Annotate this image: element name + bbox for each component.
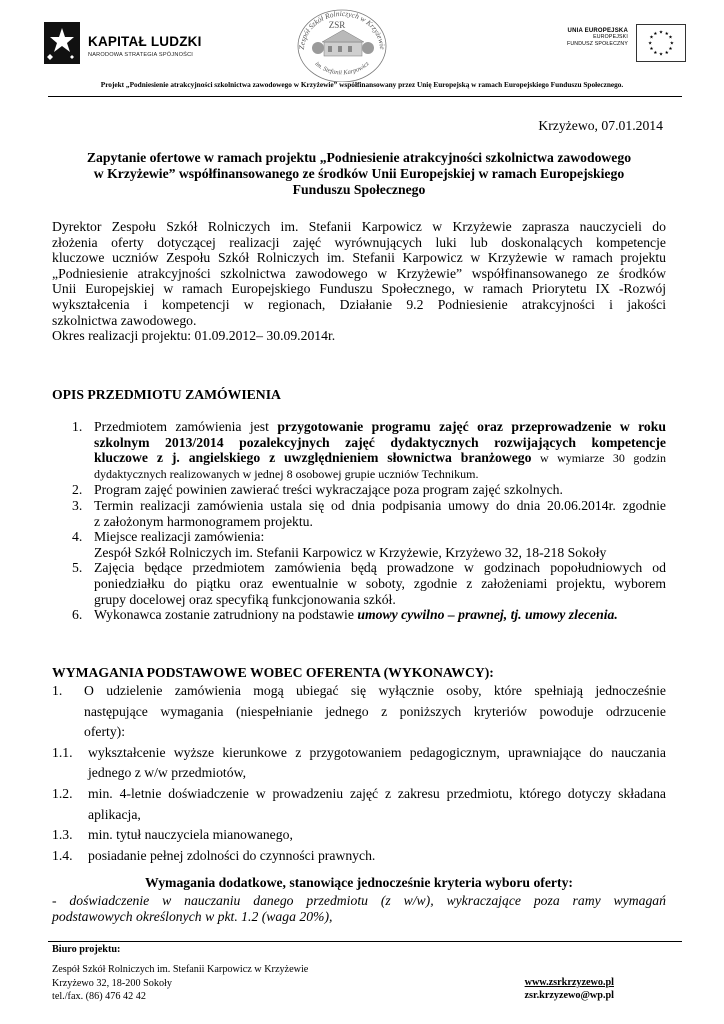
intro-line: szkolnictwa zawodowego.: [52, 312, 197, 328]
intro-line: kluczowe uczniów Zespołu Szkół Rolniczych im. Stefanii Karpowicz w Krzyżewie w ramach projektu: [52, 250, 666, 266]
list-item-small-text: dydaktycznych realizowanych w jednej 8 osobowej grupie uczniów Technikum.: [94, 466, 479, 481]
list-item-number: 5.: [72, 560, 83, 576]
intro-line: złożenia oferty dotyczącej realizacji zajęć wyrównujących luki lub doskonalących kompetencje: [52, 234, 666, 250]
order-description-list: [52, 419, 666, 623]
svg-text:★: ★: [664, 50, 669, 56]
list-item-text: Zespół Szkół Rolniczych im. Stefanii Karpowicz w Krzyżewie, Krzyżewo 32, 18-218 Sokoły: [94, 544, 607, 560]
list-item-line: [94, 607, 666, 623]
svg-text:★: ★: [668, 47, 673, 53]
list-item-text: min. tytuł nauczyciela mianowanego,: [88, 827, 293, 843]
svg-text:★: ★: [653, 50, 658, 56]
list-item: [52, 784, 666, 825]
eu-efs-logo: [556, 24, 686, 68]
list-item-number: 4.: [72, 529, 83, 545]
document-title: [52, 150, 666, 197]
eu-line-1: UNIA EUROPEJSKA: [567, 28, 628, 34]
list-item-text: następujące wymagania (niespełnianie jednego z poniższych kryteriów powoduje odrzucenie: [84, 703, 666, 719]
svg-text:★: ★: [664, 31, 669, 37]
list-item-number: 6.: [72, 607, 83, 623]
svg-text:★: ★: [669, 41, 675, 47]
seal-top-text: Zespół Szkół Rolniczych w Krzyżewie: [296, 8, 388, 50]
list-item-text: z założonym harmonogramem projektu.: [94, 513, 313, 529]
list-item-text: jednego z w/w przedmiotów,: [88, 765, 246, 781]
list-item: [52, 607, 666, 623]
list-item-bold-text: kluczowe z j. angielskiego z uwzględnieniem słownictwa branżowego: [94, 450, 532, 466]
list-item-text: Miejsce realizacji zamówienia:: [94, 529, 265, 545]
list-item-number: 1.4.: [52, 847, 73, 863]
additional-line: podstawowych określonych w pkt. 1.2 (waga 20%),: [52, 908, 333, 924]
svg-text:★: ★: [649, 47, 654, 53]
additional-line: - doświadczenie w nauczaniu danego przedmiotu (z w/w), wykraczające poza ramy wymagań: [52, 893, 666, 908]
list-item-number: 2.: [72, 482, 83, 498]
list-item-bold-text: szkolnym 2013/2014 pozalekcyjnych zajęć dydaktycznych rozwijających kompetencje: [94, 434, 666, 450]
eu-flag-icon: [636, 24, 686, 62]
list-item-bold-text: przygotowanie programu zajęć oraz przeprowadzenie w roku: [277, 419, 667, 434]
list-item: [52, 846, 666, 867]
seal-bottom-text: im. Stefanii Karpowicz: [313, 60, 371, 77]
list-item-number: 1.3.: [52, 827, 73, 843]
list-item: [52, 743, 666, 784]
svg-text:★: ★: [658, 30, 664, 36]
list-item-number: 1.1.: [52, 744, 73, 760]
intro-paragraph: [52, 219, 666, 344]
seal-center-text: ZSR: [328, 20, 346, 30]
page-header: [0, 0, 724, 104]
eu-line-2: EUROPEJSKI: [593, 34, 628, 40]
kapital-ludzki-star-icon: [44, 22, 80, 64]
section-heading-basic-requirements: WYMAGANIA PODSTAWOWE WOBEC OFERENTA (WYKONAWCY):: [52, 665, 494, 680]
page-footer: [52, 943, 614, 1003]
title-line: Zapytanie ofertowe w ramach projektu „Podniesienie atrakcyjności szkolnictwa zawodowego: [86, 150, 632, 165]
list-item-text: Program zajęć powinien zawierać treści wykraczające poza program zajęć szkolnych.: [94, 482, 563, 498]
eu-line-3: FUNDUSZ SPOŁECZNY: [566, 41, 628, 47]
list-item-small-text: w wymiarze 30 godzin: [531, 451, 666, 466]
list-item: [52, 681, 666, 743]
list-item-number: 1.2.: [52, 785, 73, 801]
footer-address-line: Zespół Szkół Rolniczych im. Stefanii Karpowicz w Krzyżewie: [52, 964, 309, 976]
footer-address-line: Krzyżewo 32, 18-200 Sokoły: [52, 977, 172, 989]
additional-requirement-item: [52, 893, 666, 924]
footer-divider: [48, 941, 682, 942]
requirements-list: [52, 681, 666, 866]
eu-logo-text: [567, 28, 628, 48]
section-heading-order-description: OPIS PRZEDMIOTU ZAMÓWIENIA: [52, 387, 281, 402]
intro-line: „Podniesienie atrakcyjności szkolnictwa zawodowego w Krzyżewie” współfinansowanego ze środków: [52, 265, 666, 281]
list-item-text: grupy docelowej oraz specyfiką funkcjonowania szkół.: [94, 591, 396, 607]
list-item-number: 3.: [72, 497, 83, 513]
kapital-ludzki-logo: [44, 22, 219, 70]
kapital-ludzki-title: KAPITAŁ LUDZKI: [88, 34, 202, 49]
list-item-number: 1.: [72, 419, 83, 434]
intro-line: Unii Europejskiej w ramach Europejskiego Funduszu Społecznego, w ramach Priorytetu IX -Rozwój: [52, 281, 666, 297]
header-divider: [48, 96, 682, 97]
list-item-text: wykształcenie wyższe kierunkowe z przygotowaniem pedagogicznym, uprawniające do nauczania: [88, 744, 666, 760]
email-address[interactable]: zsr.krzyzewo@wp.pl: [524, 990, 614, 1002]
website-link[interactable]: www.zsrkrzyzewo.pl: [524, 977, 614, 988]
svg-text:★: ★: [668, 35, 673, 41]
footer-label: Biuro projektu:: [52, 944, 121, 955]
list-item-text: Wykonawca zostanie zatrudniony na podstawie: [94, 607, 358, 623]
list-item-text: O udzielenie zamówienia mogą ubiegać się wyłącznie osoby, które spełniają jednocześnie: [84, 683, 666, 698]
svg-text:im. Stefanii Karpowicz: [313, 60, 371, 76]
footer-phone: tel./fax. (86) 476 42 42: [52, 990, 146, 1002]
svg-text:★: ★: [658, 52, 664, 58]
project-cofinancing-note: Projekt „Podniesienie atrakcyjności szkolnictwa zawodowego w Krzyżewie” współfinansowany przez Unię Europejską w ramach Europejskiego Funduszu Społecznego.: [100, 80, 624, 89]
list-item-text: aplikacja,: [88, 806, 141, 822]
svg-text:★: ★: [653, 31, 658, 37]
project-period: Okres realizacji projektu: 01.09.2012– 30.09.2014r.: [52, 328, 336, 344]
school-seal-emblem: [282, 2, 402, 82]
list-item: [52, 560, 666, 607]
list-item: [52, 419, 666, 482]
list-item-line: [94, 435, 666, 451]
additional-requirements-heading: Wymagania dodatkowe, stanowiące jednocześnie kryteria wyboru oferty:: [145, 875, 573, 890]
list-item: [52, 498, 666, 529]
list-item-text: Przedmiotem zamówienia jest: [94, 419, 278, 434]
list-item-text: min. 4-letnie doświadczenie w prowadzeniu zajęć z zakresu przedmiotu, którego dotyczy składana: [88, 785, 666, 801]
kapital-ludzki-subtitle: NARODOWA STRATEGIA SPÓJNOŚCI: [88, 52, 194, 58]
list-item-emphasis: umowy cywilno – prawnej, tj. umowy zlecenia.: [357, 607, 618, 623]
title-line: Funduszu Społecznego: [292, 181, 426, 197]
list-item-text: Termin realizacji zamówienia ustala się od dnia podpisania umowy do dnia 20.06.2014r. zgodnie: [94, 497, 666, 513]
school-seal: [282, 2, 402, 82]
title-line: w Krzyżewie” współfinansowanego ze środków Unii Europejskiej w ramach Europejskiego: [93, 165, 625, 181]
list-item-line: [94, 419, 666, 435]
list-item: [52, 825, 666, 846]
list-item: [52, 529, 666, 560]
list-item-text: Zajęcia będące przedmiotem zamówienia będą prowadzone w godzinach popołudniowych od: [94, 560, 666, 576]
list-item-line: [94, 450, 666, 467]
footer-contacts: [525, 976, 614, 1003]
intro-line: wykształcenia i kompetencji w regionach, Działanie 9.2 Podniesienie atrakcyjności i jakości: [52, 296, 666, 312]
document-date: Krzyżewo, 07.01.2014: [538, 118, 663, 133]
list-item: [52, 482, 666, 498]
svg-text:★: ★: [647, 41, 653, 47]
list-item-text: posiadanie pełnej zdolności do czynności prawnych.: [88, 847, 376, 863]
intro-line: Dyrektor Zespołu Szkół Rolniczych im. Stefanii Karpowicz w Krzyżewie zaprasza nauczycieli do: [52, 219, 666, 234]
list-item-text: oferty):: [84, 724, 126, 740]
svg-text:★: ★: [649, 35, 654, 41]
list-item-text: poniedziałku do piątku oraz ewentualnie w soboty, zgodnie z założeniami projektu, wyborem: [94, 575, 666, 591]
list-item-number: 1.: [52, 683, 63, 698]
